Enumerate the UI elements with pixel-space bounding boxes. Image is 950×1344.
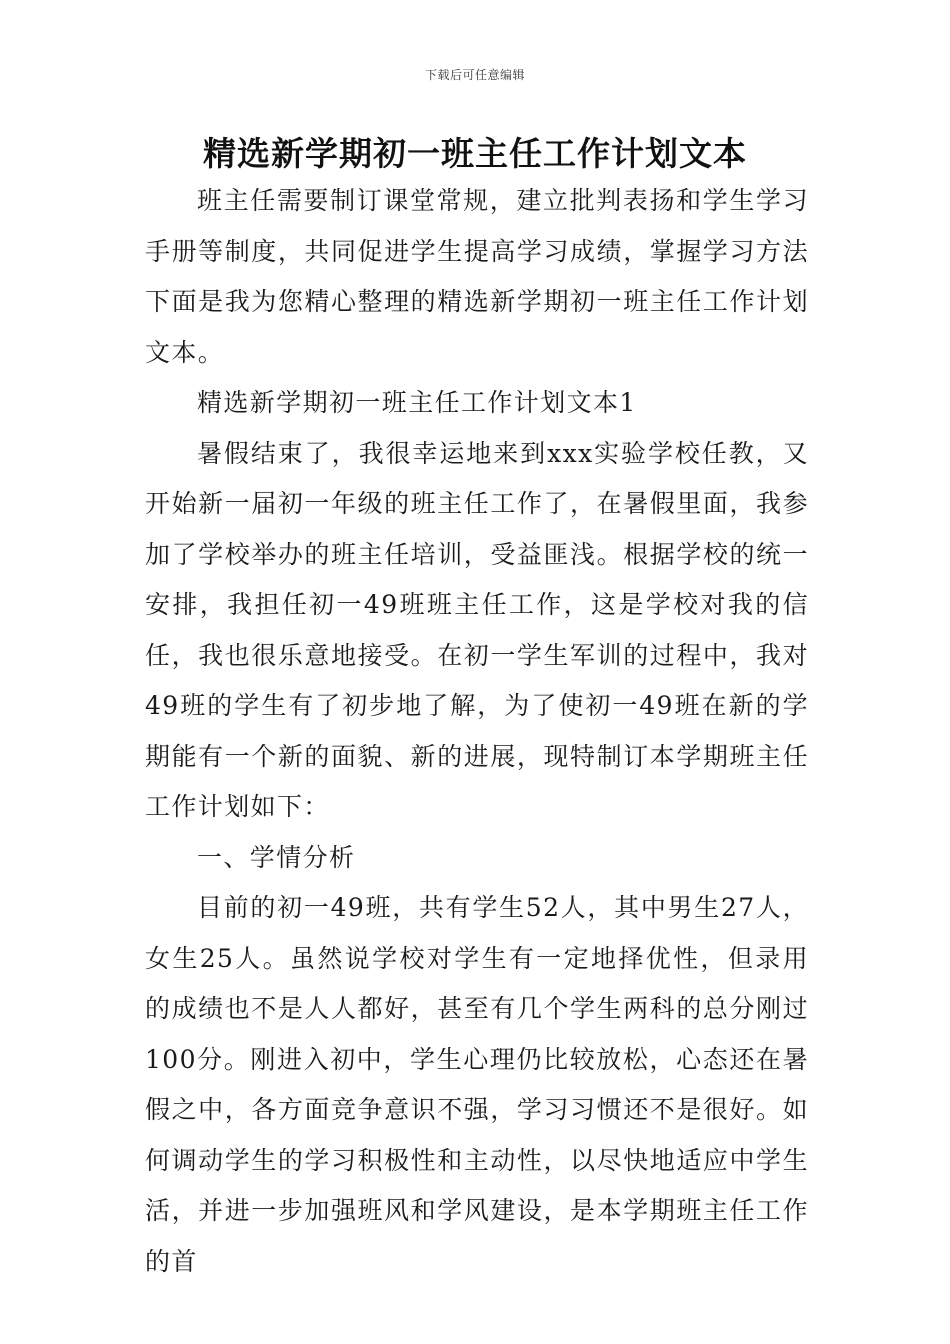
body-paragraph: 暑假结束了，我很幸运地来到xxx实验学校任教，又开始新一届初一年级的班主任工作了，在暑假里面，我参加了学校举办的班主任培训，受益匪浅。根据学校的统一安排，我担任初一49班班主任工作，这是学校对我的信任，我也很乐意地接受。在初一学生军训的过程中，我对49班的学生有了初步地了解，为了使初一49班在新的学期能有一个新的面貌、新的进展，现特制订本学期班主任工作计划如下： (145, 438, 809, 821)
subsection-heading: 一、学情分析 (197, 842, 356, 872)
header-note: 下载后可任意编辑 (424, 68, 525, 82)
document-body (145, 176, 809, 1287)
document-title: 精选新学期初一班主任工作计划文本 (203, 134, 747, 173)
intro-paragraph: 班主任需要制订课堂常规，建立批判表扬和学生学习手册等制度，共同促进学生提高学习成绩，掌握学习方法下面是我为您精心整理的精选新学期初一班主任工作计划文本。 (145, 186, 809, 367)
section-heading: 精选新学期初一班主任工作计划文本1 (197, 388, 637, 417)
body-paragraph: 目前的初一49班，共有学生52人，其中男生27人，女生25人。虽然说学校对学生有一定地择优性，但录用的成绩也不是人人都好，甚至有几个学生两科的总分刚过100分。刚进入初中，学生心理仍比较放松，心态还在暑假之中，各方面竞争意识不强，学习习惯还不是很好。如何调动学生的学习积极性和主动性，以尽快地适应中学生活，并进一步加强班风和学风建设，是本学期班主任工作的首 (145, 893, 809, 1276)
